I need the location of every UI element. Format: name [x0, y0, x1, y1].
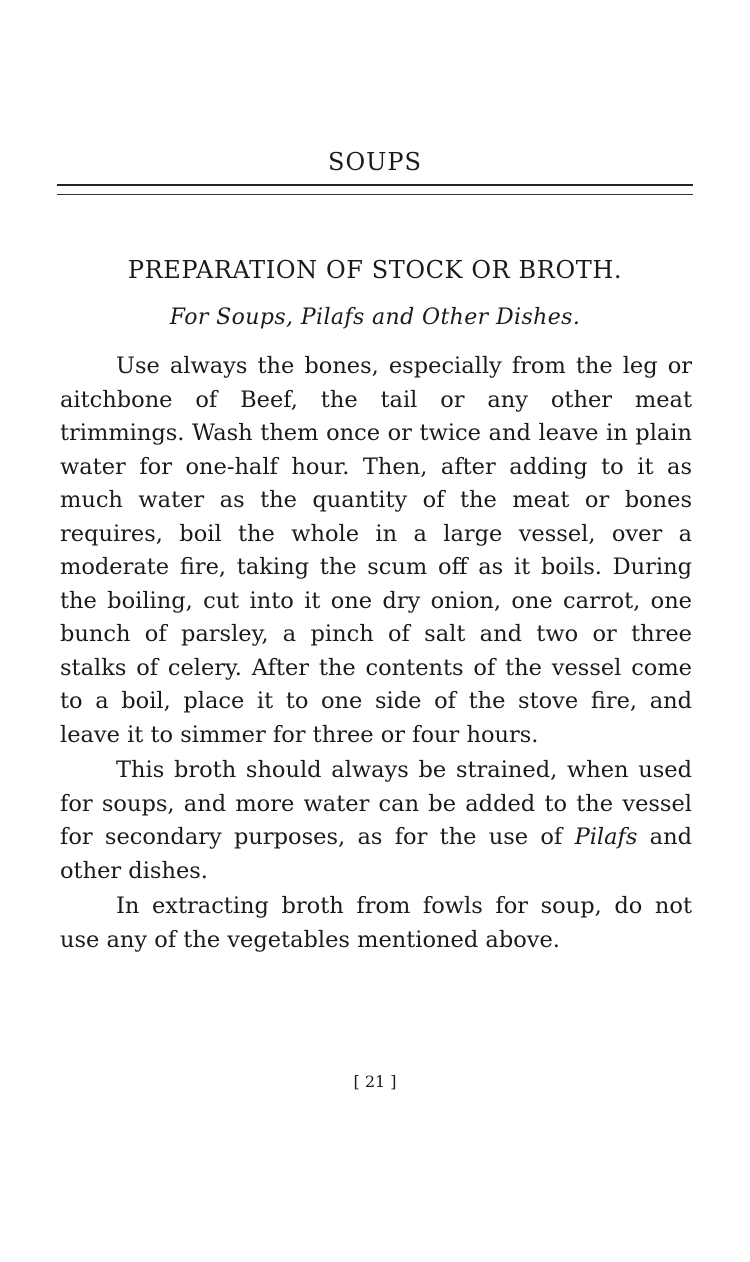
header-rule-thin [57, 194, 693, 195]
running-head: SOUPS [328, 148, 422, 176]
page-number: [ 21 ] [353, 1072, 397, 1091]
paragraph-text: and other dishes. [60, 824, 692, 884]
body-text [60, 350, 692, 957]
paragraph [60, 754, 692, 888]
section-heading: PREPARATION OF STOCK OR BROTH. [127, 256, 623, 284]
section-subheading: For Soups, Pilafs and Other Dishes. [169, 305, 581, 330]
paragraph: In extracting broth from fowls for soup, do not use any of the vegetables mentioned above. [60, 893, 692, 953]
header-rule-thick [57, 184, 693, 186]
paragraph: Use always the bones, especially from the leg or aitchbone of Beef, the tail or any other meat trimmings. Wash them once or twice and leave in plain water for one-half hour. Then, after adding to it as much water as the quantity of the meat or bones requires, boil the whole in a large vessel, over a moderate fire, taking the scum off as it boils. During the boiling, cut into it one dry onion, one carrot, one bunch of parsley, a pinch of salt and two or three stalks of celery. After the contents of the vessel come to a boil, place it to one side of the stove fire, and leave it to simmer for three or four hours. [60, 353, 692, 748]
paragraph-text: This broth should always be strained, when used for soups, and more water can be added to the vessel for secondary purposes, as for the use of [60, 757, 692, 850]
italic-term: Pilafs [574, 824, 638, 850]
